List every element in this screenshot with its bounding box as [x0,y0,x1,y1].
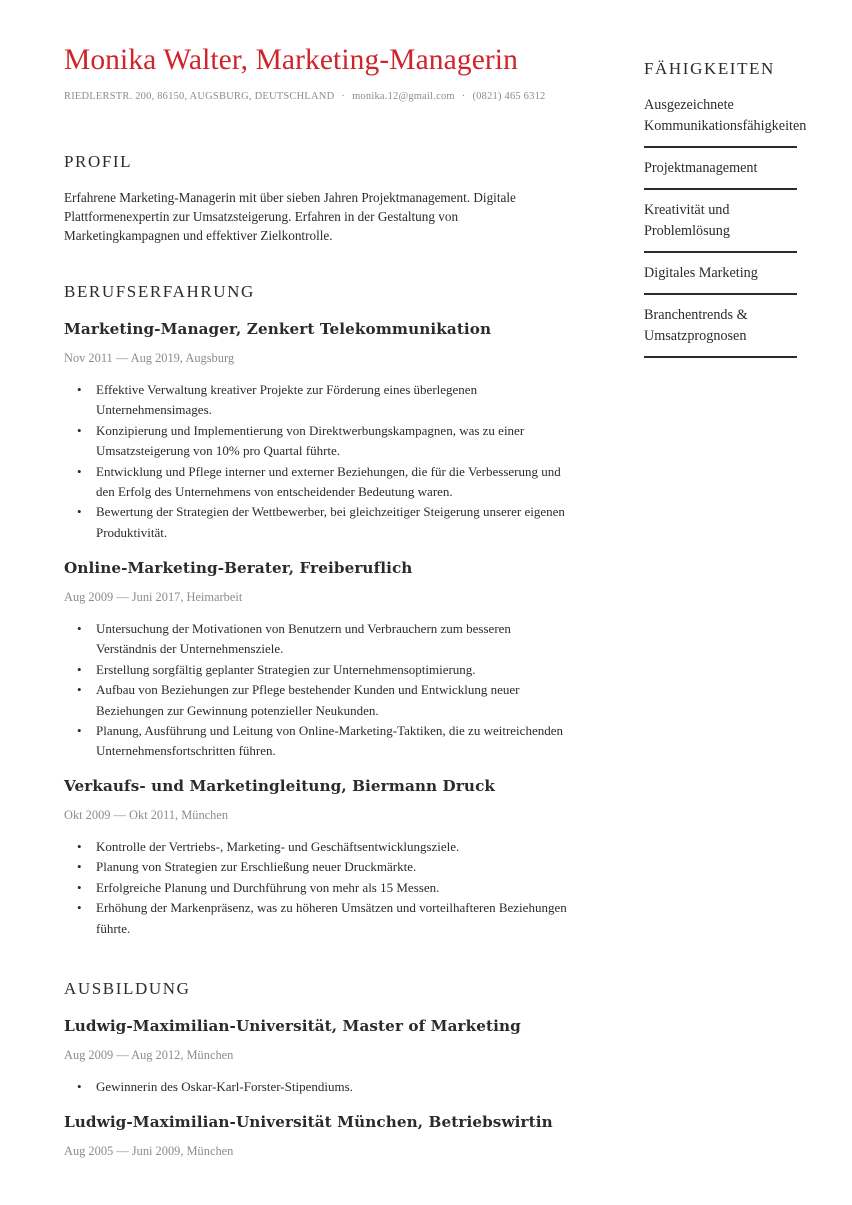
list-item: • Untersuchung der Motivationen von Benutzern und Verbrauchern zum besseren Verständnis der Unternehmensziele. [64,619,569,660]
skill-item: Digitales Marketing [644,263,797,295]
job-title: Marketing-Manager, Zenkert Telekommunikation [64,320,492,338]
list-item: • Aufbau von Beziehungen zur Pflege bestehender Kunden und Entwicklung neuer Beziehungen zur Gewinnung potenzieller Neukunden. [64,680,569,721]
contact-separator: · [461,91,466,102]
job-title: Online-Marketing-Berater, Freiberuflich [64,559,413,577]
list-item: • Gewinnerin des Oskar-Karl-Forster-Stipendiums. [64,1077,569,1097]
education-title: Ludwig-Maximilian-Universität, Master of Marketing [64,1017,521,1035]
skill-item: Kreativität und Problemlösung [644,200,797,253]
education-meta: Aug 2005 — Juni 2009, München [64,1144,234,1158]
skill-item: Branchentrends & Umsatzprognosen [644,305,797,358]
list-item: • Effektive Verwaltung kreativer Projekte zur Förderung eines überlegenen Unternehmensimages. [64,380,569,421]
education-bullets [64,1077,569,1097]
contact-separator: · [341,91,346,102]
job-meta: Okt 2009 — Okt 2011, München [64,808,229,822]
list-item: • Konzipierung und Implementierung von Direktwerbungskampagnen, was zu einer Umsatzsteigerung von 10% pro Quartal führte. [64,421,569,462]
experience-heading: BERUFSERFAHRUNG [64,282,255,301]
resume-name-title: Monika Walter, Marketing-Managerin [64,44,518,76]
education-title: Ludwig-Maximilian-Universität München, Betriebswirtin [64,1113,553,1131]
list-item: • Erstellung sorgfältig geplanter Strategien zur Unternehmensoptimierung. [64,660,569,680]
education-heading: AUSBILDUNG [64,979,191,998]
education-meta: Aug 2009 — Aug 2012, München [64,1048,234,1062]
skill-item: Ausgezeichnete Kommunikationsfähigkeiten [644,95,797,148]
profile-heading: PROFIL [64,152,133,171]
skills-list [644,95,807,368]
list-item: • Planung von Strategien zur Erschließung neuer Druckmärkte. [64,857,569,877]
list-item: • Erfolgreiche Planung und Durchführung von mehr als 15 Messen. [64,878,569,898]
list-item: • Entwicklung und Pflege interner und externer Beziehungen, die für die Verbesserung und den Erfolg des Unternehmens von entscheidender Bedeutung waren. [64,462,569,503]
skill-item: Projektmanagement [644,158,797,190]
job-title: Verkaufs- und Marketingleitung, Biermann Druck [64,777,496,795]
skills-heading: FÄHIGKEITEN [644,59,775,78]
job-meta: Nov 2011 — Aug 2019, Augsburg [64,351,235,365]
profile-text: Erfahrene Marketing-Managerin mit über sieben Jahren Projektmanagement. Digitale Plattformenexpertin zur Umsatzsteigerung. Erfahren in der Gestaltung von Marketingkampagnen und effektiver Zielkontrolle. [64,190,516,243]
job-bullets [64,619,569,762]
list-item: • Planung, Ausführung und Leitung von Online-Marketing-Taktiken, die zu weitreichenden Unternehmensfortschritten führen. [64,721,569,762]
list-item: • Bewertung der Strategien der Wettbewerber, bei gleichzeitiger Steigerung unserer eigenen Produktivität. [64,502,569,543]
contact-line [64,91,545,102]
job-bullets [64,380,569,543]
list-item: • Erhöhung der Markenpräsenz, was zu höheren Umsätzen und vorteilhafteren Beziehungen führte. [64,898,569,939]
job-meta: Aug 2009 — Juni 2017, Heimarbeit [64,590,243,604]
list-item: • Kontrolle der Vertriebs-, Marketing- und Geschäftsentwicklungsziele. [64,837,569,857]
contact-address: RIEDLERSTR. 200, 86150, AUGSBURG, DEUTSCHLAND [64,91,335,102]
contact-phone: (0821) 465 6312 [472,91,546,102]
job-bullets [64,837,569,939]
contact-email[interactable]: monika.12@gmail.com [352,91,455,102]
